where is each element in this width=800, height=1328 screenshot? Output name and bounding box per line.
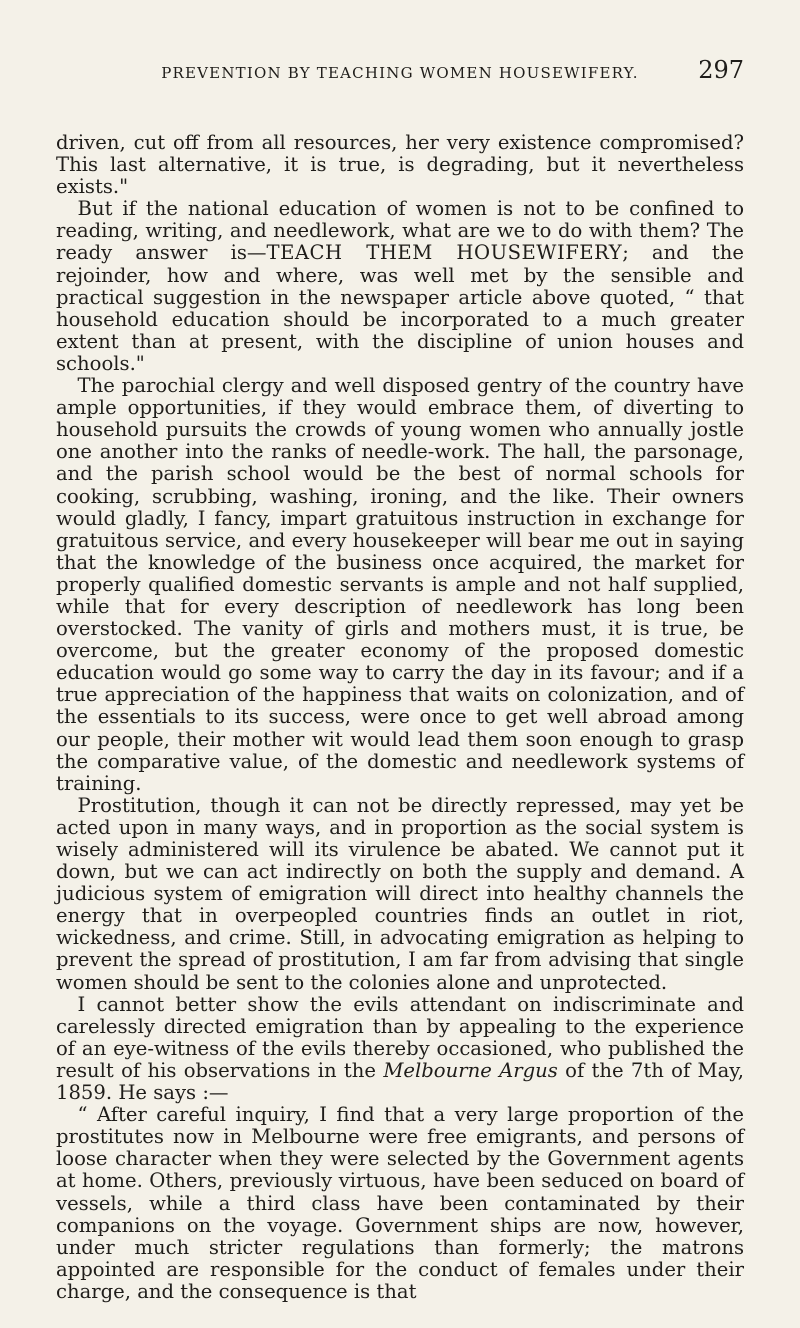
paragraph-3: The parochial clergy and well disposed gentry of the country have ample opportunities, if they would embrace them, of diverting to household pursuits the crowds of young women who annually jostle one another into the ranks of needle-work. The hall, the parsonage, and the parish school would be the best of normal schools for cooking, scrubbing, washing, ironing, and the like. Their owners would gladly, I fancy, impart gratuitous instruction in exchange for gratuitous service, and every housekeeper will bear me out in saying that the knowledge of the business once acquired, the market for properly qualified domestic servants is ample and not half supplied, while that for every description of needlework has long been overstocked. The vanity of girls and mothers must, it is true, be overcome, but the greater economy of the proposed domestic education would go some way to carry the day in its favour; and if a true appreciation of the happiness that waits on colonization, and of the essentials to its success, were once to get well abroad among our people, their mother wit would lead them soon enough to grasp the comparative value, of the domestic and needlework systems of training. <box>56 374 744 795</box>
paragraph-1: driven, cut off from all resources, her very existence compromised? This last alternative, it is true, is degrading, but it nevertheless exists." <box>56 131 744 199</box>
body-text <box>56 132 744 1303</box>
paragraph-5-italic: Melbourne Argus <box>383 1058 558 1082</box>
paragraph-2 <box>56 198 744 375</box>
paragraph-2-text-b: ; and the rejoinder, how and where, was well met by the sensible and practical suggestion in the newspaper article above quoted, “ that household education should be incorporated to a much greater extent than at present, with the discipline of union houses and schools." <box>56 241 744 375</box>
running-head <box>56 56 744 90</box>
paragraph-6: “ After careful inquiry, I find that a very large proportion of the prostitutes now in Melbourne were free emigrants, and persons of loose character when they were selected by the Government agents at home. Others, previously virtuous, have been seduced on board of vessels, while a third class have been contaminated by their companions on the voyage. Government ships are now, however, under much stricter regulations than formerly; the matrons appointed are responsible for the conduct of females under their charge, and the consequence is that <box>56 1103 744 1303</box>
page-number: 297 <box>698 56 744 84</box>
paragraph-5-text-a: I cannot better show the evils attendant on indiscriminate and carelessly directed emigration than by appealing to the experience of an eye-witness of the evils thereby occasioned, who published the result of his observations in the <box>56 992 744 1082</box>
paragraph-4: Prostitution, though it can not be directly repressed, may yet be acted upon in many ways, and in proportion as the social system is wisely administered will its virulence be abated. We cannot put it down, but we can act indirectly on both the supply and demand. A judicious system of emigration will direct into healthy channels the energy that in overpeopled countries finds an outlet in riot, wickedness, and crime. Still, in advocating emigration as helping to prevent the spread of prostitution, I am far from advising that single women should be sent to the colonies alone and unprotected. <box>56 793 744 994</box>
paragraph-5-text-b: of the 7th of May, 1859. He says :— <box>56 1058 744 1105</box>
paragraph-2-text-a: But if the national education of women is not to be confined to reading, writing, and needlework, what are we to do with them? The ready answer is— <box>56 197 744 265</box>
paragraph-2-small-caps: TEACH THEM HOUSEWIFERY <box>266 241 623 265</box>
paragraph-5 <box>56 994 744 1104</box>
running-head-title: PREVENTION BY TEACHING WOMEN HOUSEWIFERY. <box>161 64 639 82</box>
